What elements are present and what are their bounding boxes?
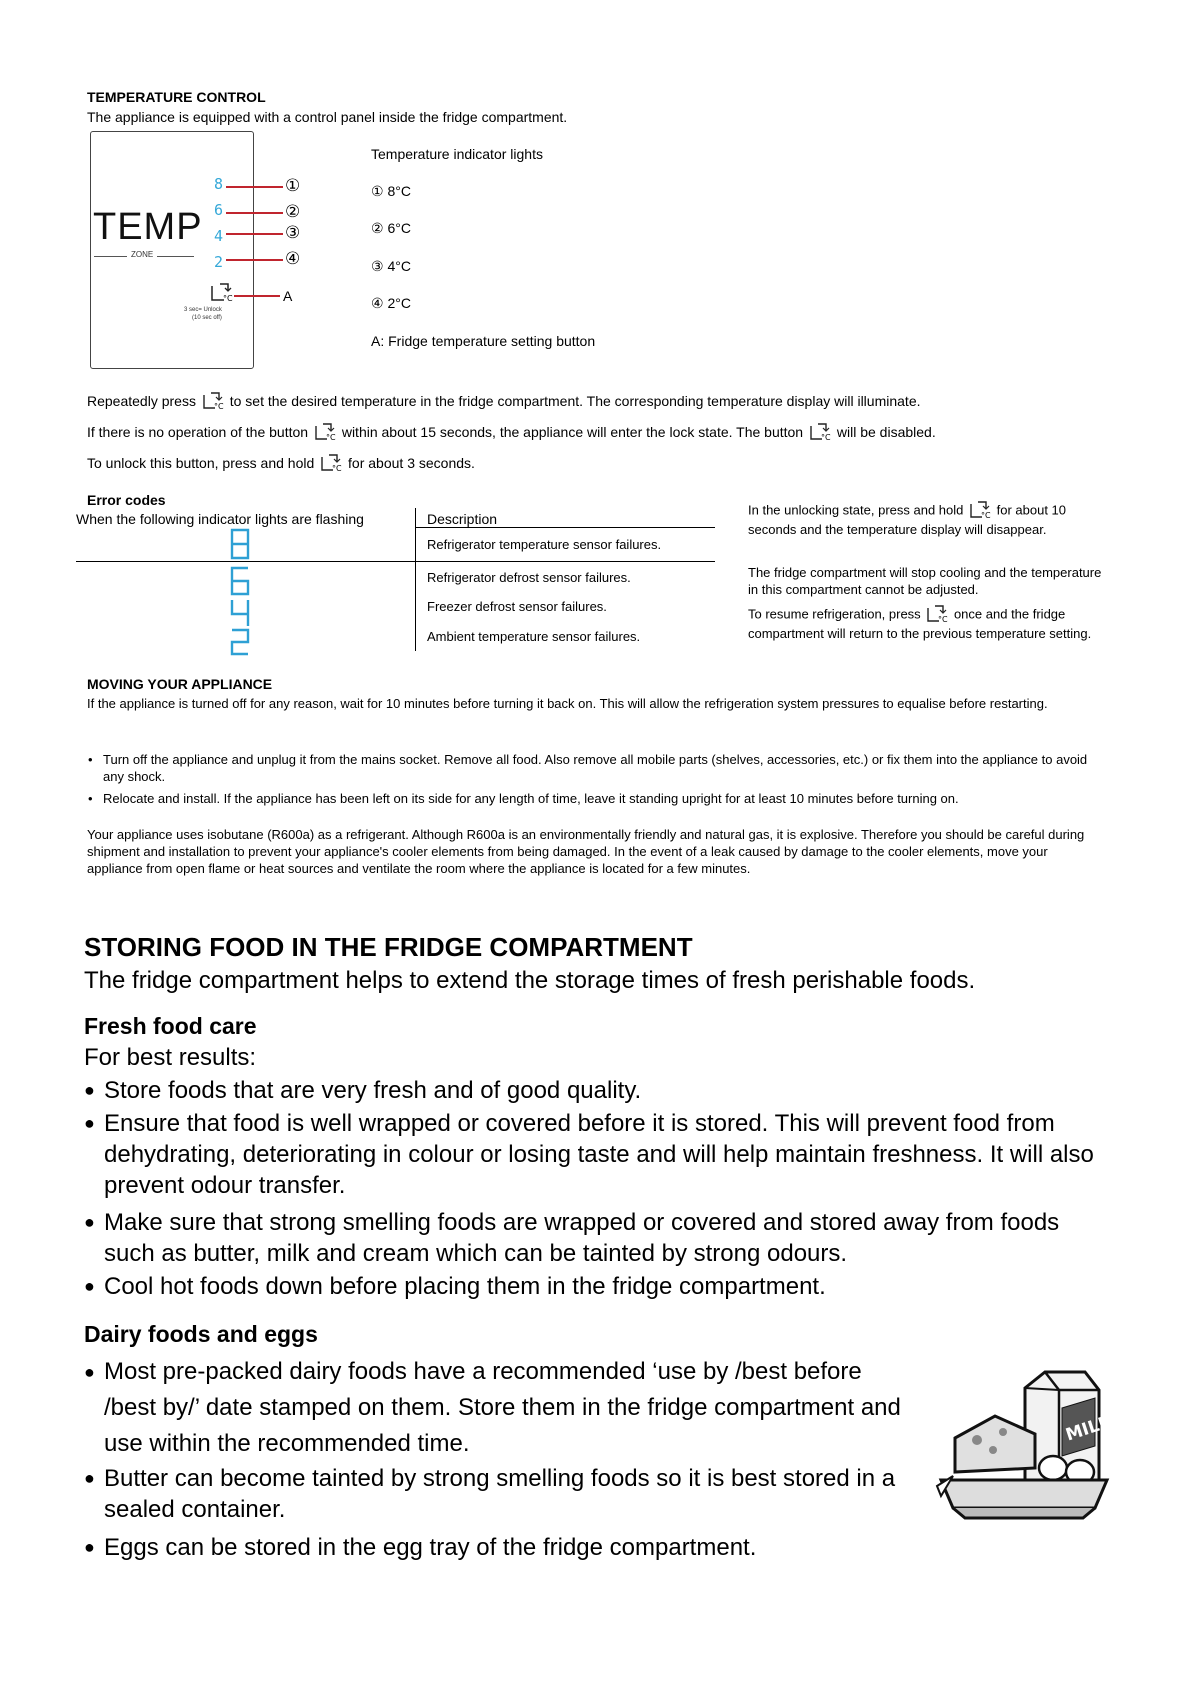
dairy-bullet-1-text: Most pre-packed dairy foods have a recommended ‘use by /best before /best by/’ date stamped on them. Store them in the fridge compartment and use within the recommended time. [104,1358,901,1457]
bullet-dot: ● [84,1113,95,1133]
bullet-dot: ● [84,1276,95,1296]
instruction-1a: Repeatedly press [87,393,196,409]
legend-item-4: ④ 2°C [371,295,411,311]
bullet-dot: ● [84,1362,95,1382]
temp-button-icon [318,454,344,474]
instruction-line-3 [87,454,475,474]
moving-bullet-1-text: Turn off the appliance and unplug it from the mains socket. Remove all food. Also remove all mobile parts (shelves, accessories, etc.) or fix them into the appliance to avoid any shock. [103,752,1088,784]
storing-heading: STORING FOOD IN THE FRIDGE COMPARTMENT [84,932,693,962]
indicator-digit-8: 8 [214,175,224,193]
instruction-3b: for about 3 seconds. [348,455,475,471]
svg-text:°C: °C [981,511,991,520]
marker-1: ① [285,176,301,196]
moving-bullet-1 [88,751,1103,785]
dairy-bullet-2-text: Butter can become tainted by strong smelling foods so it is best stored in a sealed container. [104,1465,896,1523]
instruction-line-2 [87,423,936,443]
svg-text:°C: °C [325,433,336,443]
fresh-bullet-4 [84,1271,1104,1302]
unlock-note-2: (10 sec off) [192,315,222,321]
fresh-food-heading: Fresh food care [84,1013,257,1039]
marker-4: ④ [285,249,301,269]
dairy-bullet-3 [84,1532,904,1563]
instruction-2c: will be disabled. [836,424,936,440]
side-note-1a: In the unlocking state, press and hold [748,502,964,518]
error-col2-header: Description [427,511,498,527]
dairy-bullet-1 [84,1354,904,1462]
temp-button-icon [807,423,833,443]
bullet-dot: ● [84,1468,95,1488]
connector-line-3 [226,233,283,235]
zone-word: ZONE [127,250,157,259]
side-note-3b: once and [953,606,1008,622]
bullet-dot: ● [84,1212,95,1232]
moving-warning: Your appliance uses isobutane (R600a) as a refrigerant. Although R600a is an environmentally friendly and natural gas, it is explosive. Therefore you should be careful during shipment and installation to prevent your appliance's cooler elements from being damaged. In the event of a leak caused by damage to the cooler elements, move your appliance from open flame or heat sources and ventilate the room where the appliance is located for a few minutes. [87,827,1085,876]
marker-a: A [283,288,293,304]
temp-button-icon [924,605,950,625]
temp-setting-button-icon [208,282,234,304]
unlock-note-1: 3 sec= Unlock [184,307,222,313]
moving-intro: If the appliance is turned off for any reason, wait for 10 minutes before turning it back on. This will allow the refrigeration system pressures to equalise before restarting. [87,696,1048,711]
indicator-digit-6: 6 [214,201,224,219]
legend-item-1: ① 8°C [371,183,411,199]
fresh-bullet-4-text: Cool hot foods down before placing them in the fridge compartment. [104,1273,826,1300]
connector-line-4 [226,259,283,261]
control-panel-diagram [90,131,254,369]
bullet-dot: • [88,791,93,806]
bullet-dot: ● [84,1537,95,1557]
side-note-2: The fridge compartment will stop cooling and the temperature in this compartment cannot be adjusted. [748,565,1102,597]
side-note-3 [748,605,1103,642]
indicator-digit-2: 2 [214,253,224,271]
svg-text:°C: °C [820,433,831,443]
dairy-illustration [935,1368,1115,1528]
temp-control-heading: TEMPERATURE CONTROL [87,89,266,105]
svg-text:°C: °C [223,294,233,303]
error-row-1: Refrigerator temperature sensor failures. [427,537,662,552]
legend-title: Temperature indicator lights [371,146,543,162]
error-row-4: Ambient temperature sensor failures. [427,629,641,644]
error-codes-heading: Error codes [87,492,166,508]
moving-heading: MOVING YOUR APPLIANCE [87,676,273,692]
milk-label: MILK [1063,1411,1115,1446]
fresh-food-intro: For best results: [84,1044,257,1071]
connector-line-a [234,295,280,297]
temp-button-icon [312,423,338,443]
svg-text:°C: °C [213,402,224,412]
instruction-2b: within about 15 seconds, the appliance will enter the lock state. The button [341,424,804,440]
moving-bullet-2-text: Relocate and install. If the appliance has been left on its side for any length of time, leave it standing upright for at least 10 minutes before turning on. [103,791,959,806]
bullet-dot: • [88,752,93,767]
legend-button-label: A: Fridge temperature setting button [371,333,596,349]
temp-control-intro: The appliance is equipped with a control panel inside the fridge compartment. [87,109,568,125]
instruction-3a: To unlock this button, press and hold [87,455,315,471]
error-display-8 [229,528,251,565]
marker-2: ② [285,202,301,222]
fresh-bullet-3 [84,1207,1109,1269]
table-header-rule [415,527,715,528]
fresh-bullet-1 [84,1075,1104,1106]
connector-line-2 [226,212,283,214]
dairy-bullet-3-text: Eggs can be stored in the egg tray of the fridge compartment. [104,1534,757,1561]
error-display-6 [229,566,251,661]
storing-intro: The fridge compartment helps to extend the storage times of fresh perishable foods. [84,967,976,994]
fresh-bullet-1-text: Store foods that are very fresh and of good quality. [104,1077,642,1104]
dairy-bullet-2 [84,1463,904,1525]
side-note-3a: To resume refrigeration, press [748,606,921,622]
error-col1-header: When the following indicator lights are flashing [76,511,364,527]
error-row-3: Freezer defrost sensor failures. [427,599,607,614]
fresh-bullet-3-text: Make sure that strong smelling foods are wrapped or covered and stored away from foods such as butter, milk and cream which can be tainted by strong odours. [104,1209,1060,1267]
legend-item-3: ③ 4°C [371,258,411,274]
marker-3: ③ [285,223,301,243]
error-row-2: Refrigerator defrost sensor failures. [427,570,631,585]
svg-text:°C: °C [938,615,948,624]
instruction-line-1 [87,392,921,412]
indicator-digit-4: 4 [214,227,224,245]
instruction-2a: If there is no operation of the button [87,424,309,440]
legend-item-2: ② 6°C [371,220,411,236]
temp-button-icon [967,501,993,521]
dairy-heading: Dairy foods and eggs [84,1321,318,1347]
connector-line-1 [226,186,283,188]
fresh-bullet-2-text: Ensure that food is well wrapped or covered before it is stored. This will prevent food from dehydrating, deteriorating in colour or losing taste and will help maintain freshness. It will also prevent odour transfer. [104,1110,1094,1199]
side-note-1 [748,501,1103,538]
instruction-1b: to set the desired temperature in the fridge compartment. The corresponding temperature display will illuminate. [229,393,921,409]
side-note-3c: the fridge compartment will return to the previous temperature setting. [748,606,1092,641]
side-note-1b: for about 10 seconds and the temperature display will disappear. [748,502,1067,537]
table-row-rule [76,561,715,562]
svg-text:°C: °C [332,464,342,474]
moving-bullet-2 [88,790,1103,807]
table-vertical-rule [415,508,416,651]
fresh-bullet-2 [84,1108,1109,1201]
temp-button-icon [200,392,226,412]
bullet-dot: ● [84,1080,95,1100]
temp-word: TEMP [93,206,203,248]
